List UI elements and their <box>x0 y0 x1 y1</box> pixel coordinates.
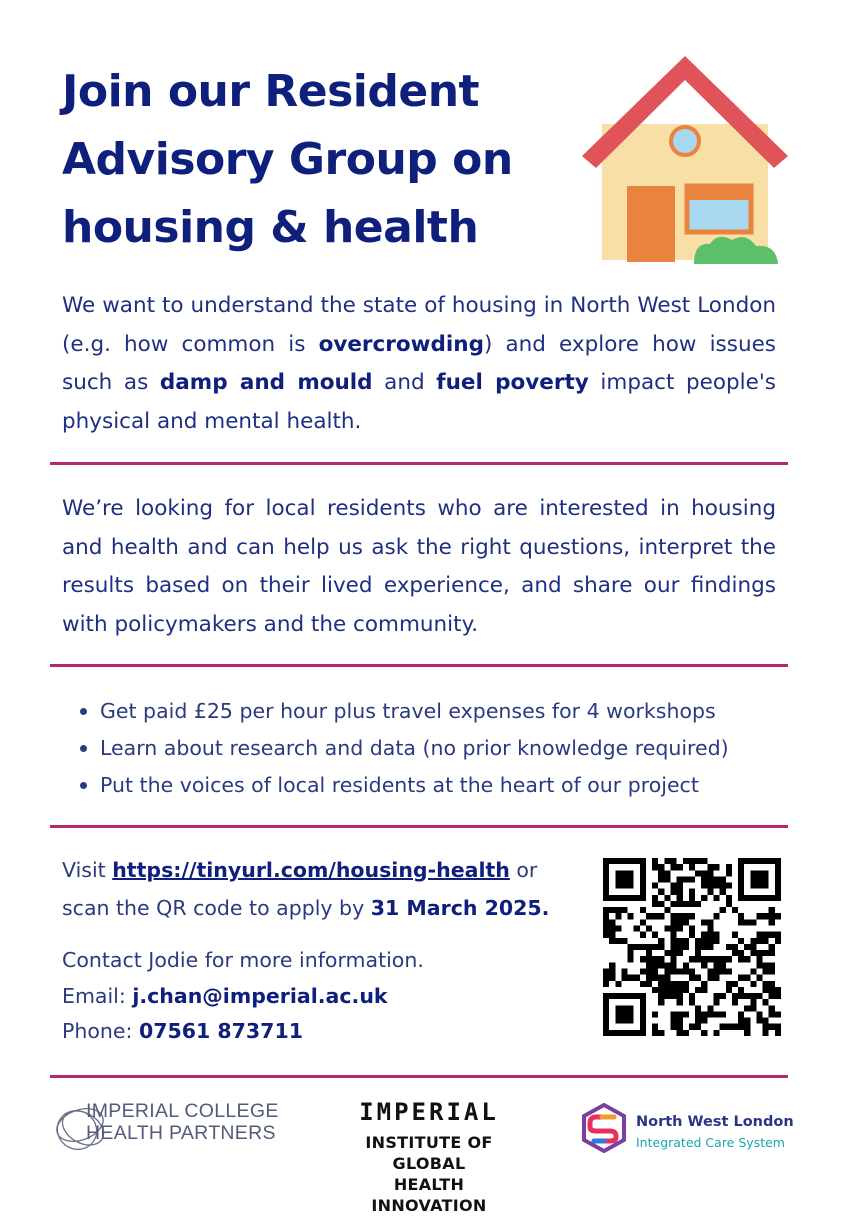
house-icon <box>582 56 788 270</box>
deadline: 31 March 2025. <box>370 896 550 920</box>
list-item: Put the voices of local residents at the heart of our project <box>100 767 729 804</box>
list-item: Get paid £25 per hour plus travel expenses for 4 workshops <box>100 693 729 730</box>
list-item: Learn about research and data (no prior knowledge required) <box>100 730 729 767</box>
apply-link[interactable]: https://tinyurl.com/housing-health <box>112 858 510 882</box>
ichp-logo-text: IMPERIAL COLLEGE HEALTH PARTNERS <box>86 1100 279 1144</box>
highlight-damp-mould: damp and mould <box>159 370 373 395</box>
qr-code-icon[interactable] <box>603 858 781 1036</box>
intro-paragraph: We want to understand the state of housing in North West London (e.g. how common is overcrowding) and explore how issues such as damp and mould and fuel poverty impact people's physical and mental health. <box>62 293 776 434</box>
page-title: Join our Resident Advisory Group on housing & health <box>62 66 513 253</box>
highlight-fuel-poverty: fuel poverty <box>436 370 589 395</box>
divider <box>50 1075 788 1078</box>
looking-paragraph: We’re looking for local residents who are interested in housing and health and can help us ask the right questions, interpret the results based on their lived experience, and share our findings with policymakers and the community. <box>62 496 776 637</box>
email-line: Email: j.chan@imperial.ac.uk <box>62 984 388 1008</box>
deadline-line: scan the QR code to apply by 31 March 2025. <box>62 896 550 920</box>
divider <box>50 825 788 828</box>
apply-line: Visit https://tinyurl.com/housing-health or <box>62 858 538 882</box>
phone-line: Phone: 07561 873711 <box>62 1019 303 1043</box>
divider <box>50 664 788 667</box>
nwl-name: North West London <box>636 1114 794 1130</box>
imperial-igh-logo: IMPERIAL INSTITUTE OF GLOBAL HEALTH INNOVATION <box>359 1098 499 1215</box>
nwl-logo-icon <box>580 1103 628 1153</box>
email-link[interactable]: j.chan@imperial.ac.uk <box>132 984 388 1008</box>
highlight-overcrowding: overcrowding <box>318 331 484 357</box>
nwl-subtitle: Integrated Care System <box>636 1135 785 1150</box>
benefits-list <box>100 693 729 804</box>
divider <box>50 462 788 465</box>
phone-number[interactable]: 07561 873711 <box>138 1019 303 1043</box>
contact-intro: Contact Jodie for more information. <box>62 948 424 972</box>
